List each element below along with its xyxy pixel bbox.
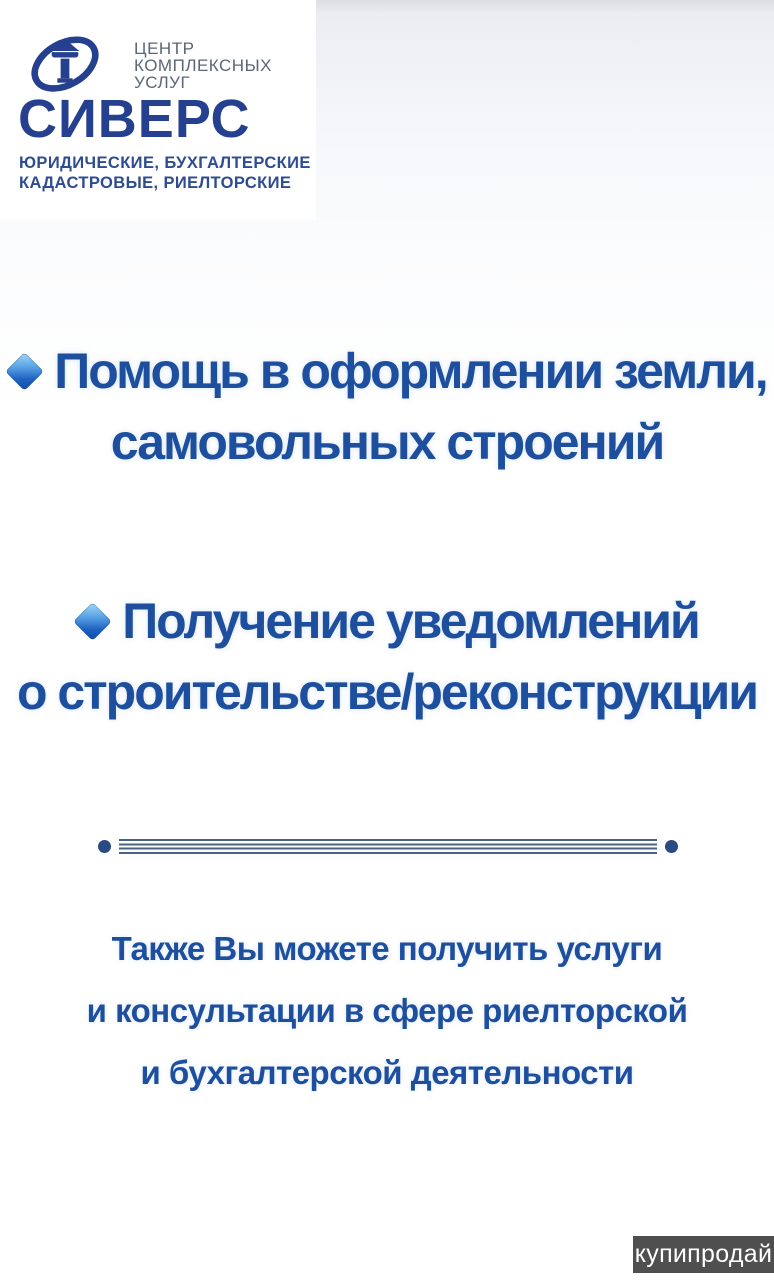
bullet-text-line2: самовольных строений	[110, 414, 664, 470]
logo-row	[30, 28, 272, 98]
note-line: Также Вы можете получить услуги	[111, 930, 663, 967]
services-list	[19, 153, 311, 193]
services-line: КАДАСТРОВЫЕ, РИЕЛТОРСКИЕ	[19, 174, 292, 192]
bullet-row	[0, 344, 774, 398]
bullet-text-line1: Получение уведомлений	[122, 593, 699, 649]
bullet-text-line1: Помощь в оформлении земли,	[54, 343, 767, 399]
service-bullet-land	[0, 344, 774, 469]
brand-name: СИВЕРС	[18, 89, 251, 149]
blue-diamond-icon	[5, 352, 44, 391]
watermark-label: купипродай	[634, 1240, 773, 1268]
kupiproday-watermark	[633, 1236, 774, 1273]
bullet-row	[0, 594, 774, 648]
column-in-ellipse-icon	[30, 28, 100, 98]
service-bullet-notifications	[0, 594, 774, 719]
note-line: и консультации в сфере риелторской	[86, 992, 688, 1029]
bullet-text-line2: о строительстве/реконструкции	[16, 664, 758, 720]
logo-center-label	[134, 40, 272, 91]
company-logo-card	[0, 0, 316, 220]
logo-center-line: КОМПЛЕКСНЫХ	[134, 56, 272, 75]
logo-center-line: УСЛУГ	[134, 73, 191, 92]
divider-dot-left	[98, 840, 111, 853]
blue-diamond-icon	[73, 602, 112, 641]
logo-center-line: ЦЕНТР	[134, 39, 195, 58]
services-line: ЮРИДИЧЕСКИЕ, БУХГАЛТЕРСКИЕ	[19, 154, 311, 172]
divider-lines	[119, 839, 657, 854]
note-line: и бухгалтерской деятельности	[140, 1054, 634, 1091]
divider-dot-right	[665, 840, 678, 853]
additional-services-note	[0, 918, 774, 1104]
ornamental-divider	[98, 838, 678, 854]
